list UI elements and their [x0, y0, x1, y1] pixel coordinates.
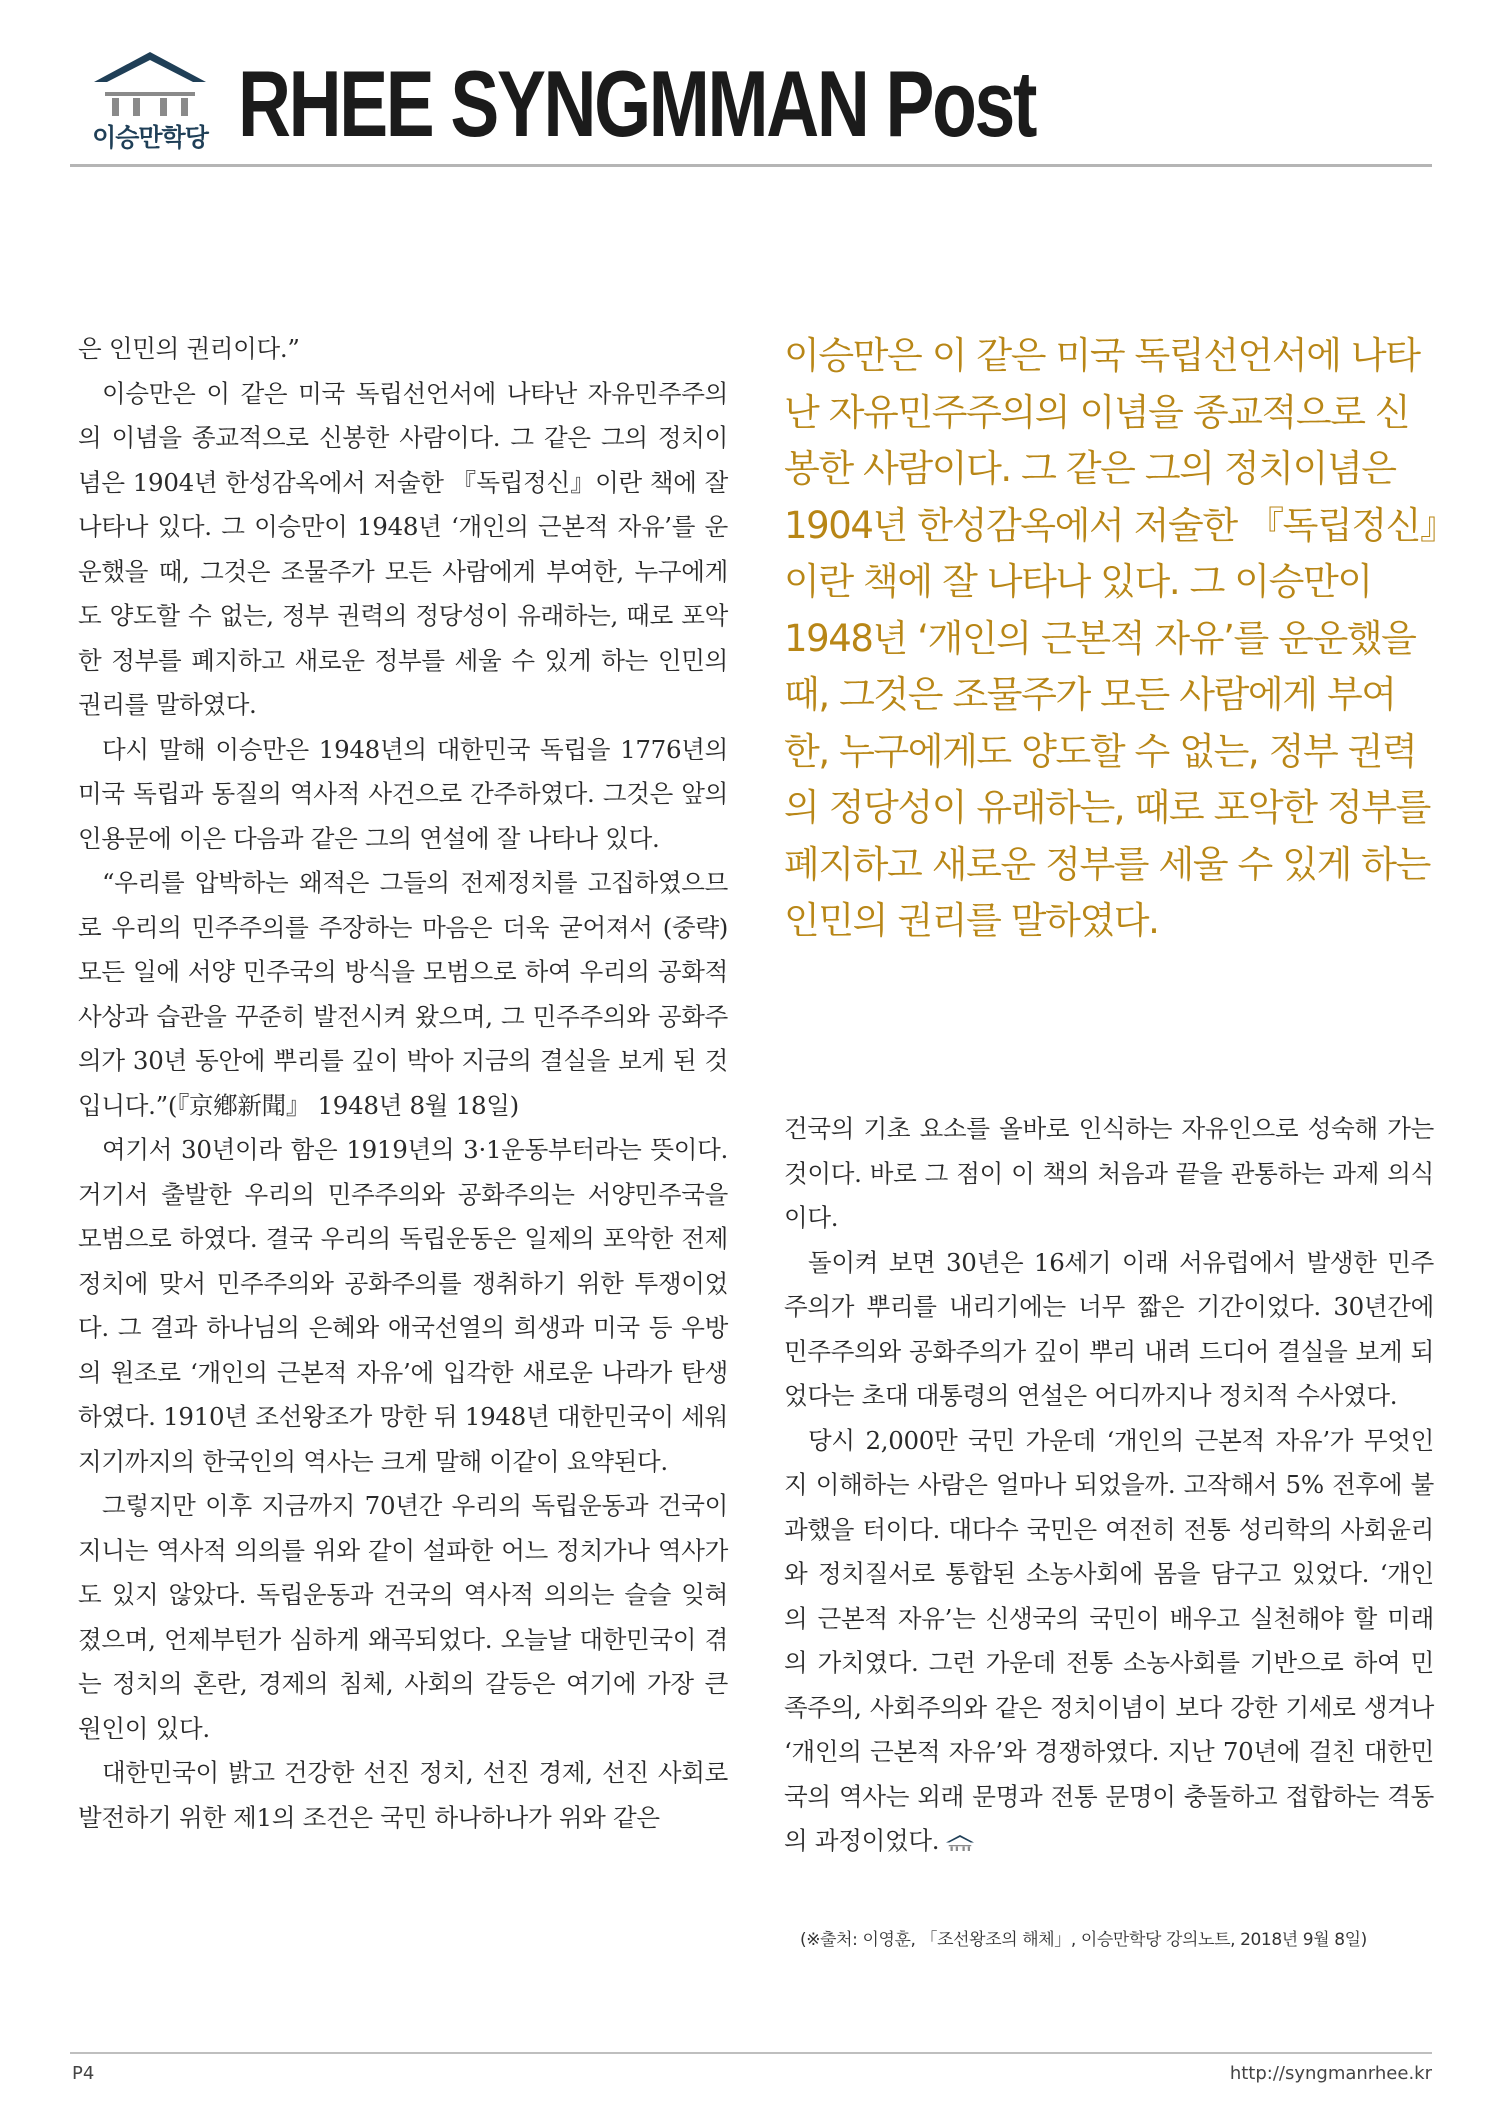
source-note: (※출처: 이영훈, 「조선왕조의 해체」, 이승만학당 강의노트, 2018년 9월 8일): [800, 1930, 1367, 1950]
paragraph-text: 당시 2,000만 국민 가운데 ‘개인의 근본적 자유’가 무엇인지 이해하는 사람은 얼마나 되었을까. 고작해서 5% 전후에 불과했을 터이다. 대다수 국민은 여전히 전통 성리학의 사회윤리와 정치질서로 통합된 소농사회에 몸을 담구고 있었다. ‘개인의 근본적 자유’는 신생국의 국민이 배우고 실천해야 할 미래의 가치였다. 그런 가운데 전통 소농사회를 기반으로 하여 민족주의, 사회주의와 같은 정치이념이 보다 강한 기세로 생겨나 ‘개인의 근본적 자유’와 경쟁하였다. 지난 70년에 걸친 대한민국의 역사는 외래 문명과 전통 문명이 충돌하고 접합하는 격동의 과정이었다.: [784, 1425, 1434, 1855]
academy-house-icon: [90, 48, 210, 120]
logo: [70, 44, 230, 166]
paragraph: 대한민국이 밝고 건강한 선진 정치, 선진 경제, 선진 사회로 발전하기 위한 제1의 조건은 국민 하나하나가 위와 같은: [78, 1758, 728, 1832]
left-column: [78, 327, 728, 1840]
right-column: [784, 1107, 1434, 1864]
paragraph: 다시 말해 이승만은 1948년의 대한민국 독립을 1776년의 미국 독립과 동질의 역사적 사건으로 간주하였다. 그것은 앞의 인용문에 이은 다음과 같은 그의 연설에 잘 나타나 있다.: [78, 734, 728, 853]
paragraph: 은 인민의 권리이다.”: [78, 334, 300, 363]
page-number: P4: [72, 2063, 95, 2084]
pull-quote-text: 이승만은 이 같은 미국 독립선언서에 나타난 자유민주주의의 이념을 종교적으로 신봉한 사람이다. 그 같은 그의 정치이념은 1904년 한성감옥에서 저술한 『독립정신』이란 책에 잘 나타나 있다. 그 이승만이 1948년 ‘개인의 근본적 자유’를 운운했을 때, 그것은 조물주가 모든 사람에게 부여한, 누구에게도 양도할 수 없는, 정부 권력의 정당성이 유래하는, 때로 포악한 정부를 폐지하고 새로운 정부를 세울 수 있게 하는 인민의 권리를 말하였다.: [784, 334, 1438, 942]
paragraph: 여기서 30년이라 함은 1919년의 3·1운동부터라는 뜻이다. 거기서 출발한 우리의 민주주의와 공화주의는 서양민주국을 모범으로 하였다. 결국 우리의 독립운동은 일제의 포악한 전제정치에 맞서 민주주의와 공화주의를 쟁취하기 위한 투쟁이었다. 그 결과 하나님의 은혜와 애국선열의 희생과 미국 등 우방의 원조로 ‘개인의 근본적 자유’에 입각한 새로운 나라가 탄생하였다. 1910년 조선왕조가 망한 뒤 1948년 대한민국이 세워지기까지의 한국인의 역사는 크게 말해 이같이 요약된다.: [78, 1135, 728, 1476]
paragraph: 이승만은 이 같은 미국 독립선언서에 나타난 자유민주주의의 이념을 종교적으로 신봉한 사람이다. 그 같은 그의 정치이념은 1904년 한성감옥에서 저술한 『독립정신』이란 책에 잘 나타나 있다. 그 이승만이 1948년 ‘개인의 근본적 자유’를 운운했을 때, 그것은 조물주가 모든 사람에게 부여한, 누구에게도 양도할 수 없는, 정부 권력의 정당성이 유래하는, 때로 포악한 정부를 폐지하고 새로운 정부를 세울 수 있게 하는 인민의 권리를 말하였다.: [78, 378, 728, 719]
logo-text: 이승만학당: [92, 123, 208, 152]
pull-quote: [784, 328, 1440, 950]
footer-rule: [70, 2052, 1432, 2054]
header-rule: [70, 164, 1432, 167]
page-header: [70, 44, 1430, 166]
masthead-title: RHEE SYNGMMAN Post: [238, 51, 1036, 156]
quote-paragraph: “우리를 압박하는 왜적은 그들의 전제정치를 고집하였으므로 우리의 민주주의를 주장하는 마음은 더욱 굳어져서 (중략) 모든 일에 서양 민주국의 방식을 모범으로 하여 우리의 공화적 사상과 습관을 꾸준히 발전시켜 왔으며, 그 민주주의와 공화주의가 30년 동안에 뿌리를 깊이 박아 지금의 결실을 보게 된 것입니다.”(『京鄕新聞』 1948년 8월 18일): [78, 868, 728, 1120]
end-mark-logo-icon: [945, 1832, 975, 1854]
paragraph: 건국의 기초 요소를 올바로 인식하는 자유인으로 성숙해 가는 것이다. 바로 그 점이 이 책의 처음과 끝을 관통하는 과제 의식이다.: [784, 1114, 1434, 1232]
paragraph: 돌이켜 보면 30년은 16세기 이래 서유럽에서 발생한 민주주의가 뿌리를 내리기에는 너무 짧은 기간이었다. 30년간에 민주주의와 공화주의가 깊이 뿌리 내려 드디어 결실을 보게 되었다는 초대 대통령의 연설은 어디까지나 정치적 수사였다.: [784, 1247, 1434, 1410]
paragraph: 그렇지만 이후 지금까지 70년간 우리의 독립운동과 건국이 지니는 역사적 의의를 위와 같이 설파한 어느 정치가나 역사가도 있지 않았다. 독립운동과 건국의 역사적 의의는 슬슬 잊혀졌으며, 언제부턴가 심하게 왜곡되었다. 오늘날 대한민국이 겪는 정치의 혼란, 경제의 침체, 사회의 갈등은 여기에 가장 큰 원인이 있다.: [78, 1491, 728, 1743]
paragraph: [784, 1419, 1434, 1864]
website-link[interactable]: http://syngmanrhee.kr: [1229, 2063, 1432, 2084]
